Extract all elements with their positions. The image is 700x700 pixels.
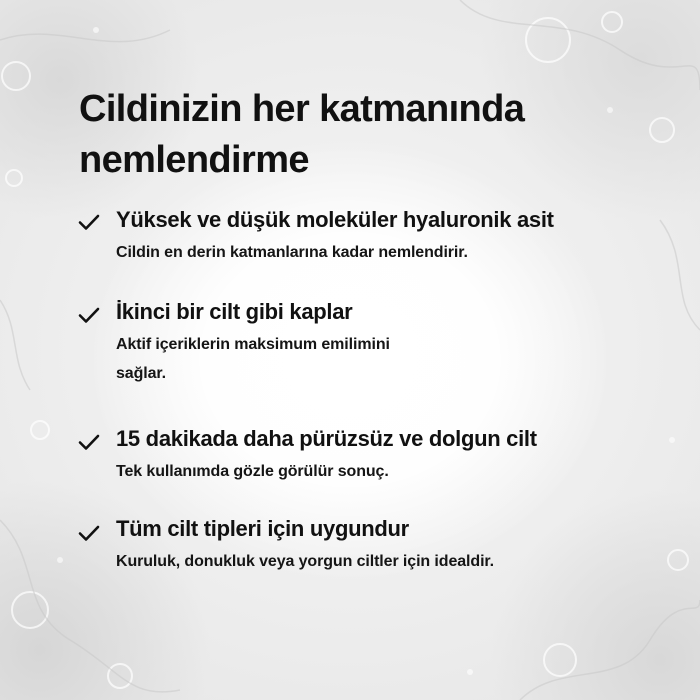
- benefit-description: Aktif içeriklerin maksimum emilimini sağlar.: [116, 336, 390, 382]
- benefit-title: İkinci bir cilt gibi kaplar: [116, 299, 353, 324]
- checkmark-icon: [78, 306, 100, 324]
- checkmark-icon: [78, 213, 100, 231]
- checkmark-icon: [78, 524, 100, 542]
- benefit-title: Yüksek ve düşük moleküler hyaluronik asit: [116, 207, 554, 232]
- benefit-description: Cildin en derin katmanlarına kadar nemlendirir.: [116, 244, 468, 261]
- checkmark-icon: [78, 433, 100, 451]
- headline: Cildinizin her katmanında nemlendirme: [79, 88, 525, 181]
- benefit-description: Tek kullanımda gözle görülür sonuç.: [116, 463, 389, 480]
- benefit-title: Tüm cilt tipleri için uygundur: [116, 516, 409, 541]
- benefit-title: 15 dakikada daha pürüzsüz ve dolgun cilt: [116, 426, 537, 451]
- benefit-description: Kuruluk, donukluk veya yorgun ciltler için idealdir.: [116, 553, 495, 570]
